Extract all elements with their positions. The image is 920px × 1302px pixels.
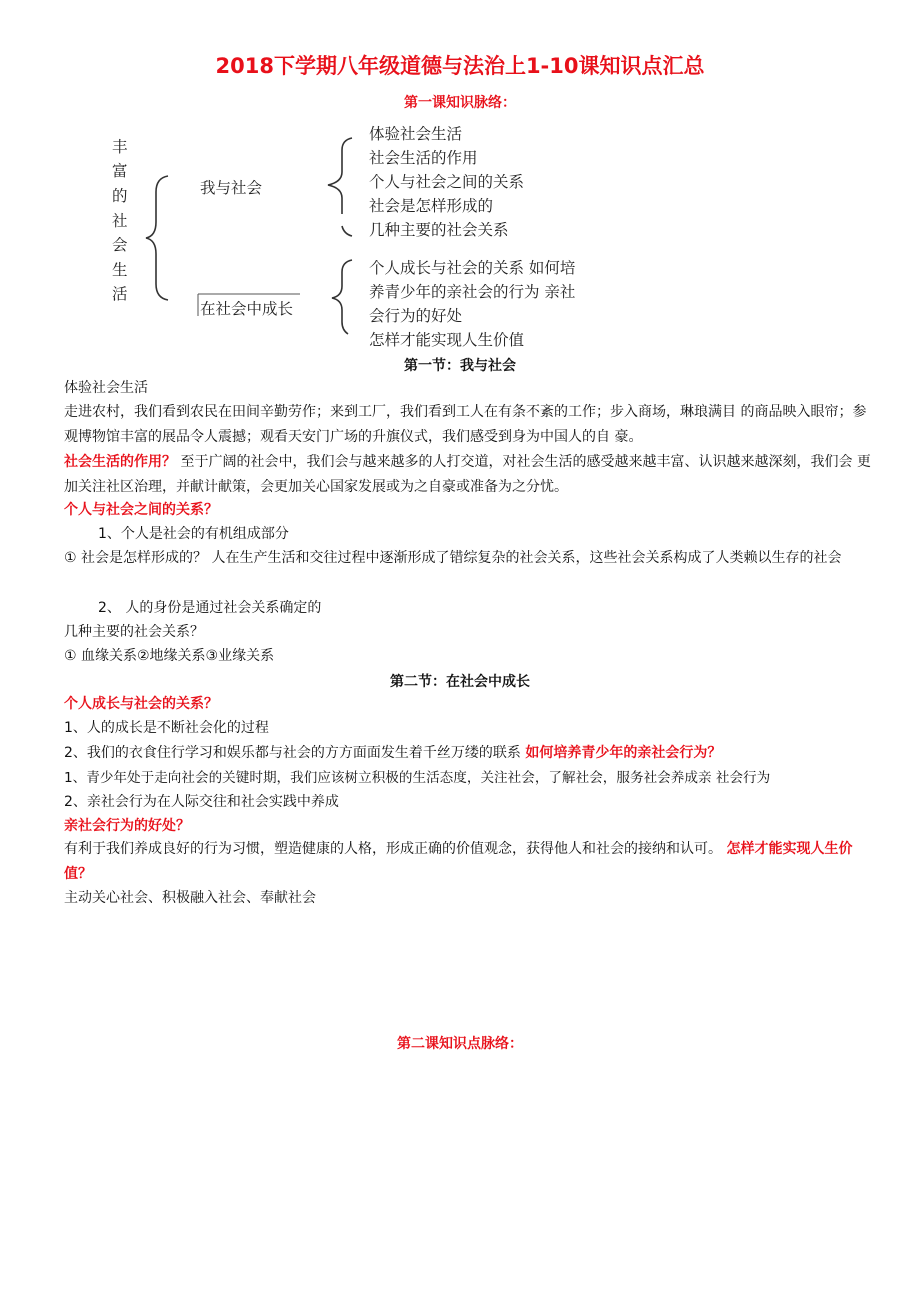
section1-line: 体验社会生活 [64,380,148,396]
branch1-item: 体验社会生活 [369,125,463,143]
society-formation-paragraph: ① 社会是怎样形成的？ 人在生产生活和交往过程中逐渐形成了错综复杂的社会关系，这些社会关系构成了人类赖以生存的社会 [64,550,842,566]
cultivate-item-2: 2、亲社会行为在人际交往和社会实践中养成 [64,794,339,810]
question-role: 社会生活的作用？ [64,454,176,470]
root-char: 活 [112,285,128,303]
branch2-brace [332,260,352,334]
question-relation: 个人与社会之间的关系？ [64,502,218,518]
growth-item-2 [64,743,721,763]
root-char: 丰 [112,138,128,156]
root-brace [146,176,168,300]
question-value: 怎样才能实现人生价值？ [64,841,853,882]
root-char: 生 [112,261,128,279]
question-growth: 个人成长与社会的关系？ [64,696,218,712]
branch1-brace [328,138,352,214]
branch2-item: 个人成长与社会的关系 如何培 [369,259,576,277]
question-benefit: 亲社会行为的好处？ [64,818,190,834]
role-paragraph [64,450,876,500]
branch2-item: 怎样才能实现人生价值 [369,331,525,349]
branch1-item: 个人与社会之间的关系 [369,173,525,191]
branch-me-and-society: 我与社会 [200,179,263,197]
section1-heading: 第一节：我与社会 [404,358,516,374]
cultivate-item-1: 1、青少年处于走向社会的关键时期，我们应该树立积极的生活态度，关注社会，了解社会，服务社会养成亲 社会行为 [64,770,771,786]
root-char: 的 [112,187,128,205]
section1-paragraph: 走进农村，我们看到农民在田间辛勤劳作；来到工厂，我们看到工人在有条不紊的工作；步入商场，琳琅满目 的商品映入眼帘；参观博物馆丰富的展品令人震撼；观看天安门广场的升旗仪式，我们感受到身为中国人的自 豪。 [64,404,867,445]
page-title: 2018下学期八年级道德与法治上1-10课知识点汇总 [215,54,705,78]
root-char: 富 [112,162,128,180]
lesson1-outline-heading: 第一课知识脉络： [404,95,516,111]
root-char: 会 [112,236,128,254]
branch1-item: 几种主要的社会关系 [369,221,509,239]
branch1-item: 社会是怎样形成的 [369,197,494,215]
question-relation-types: 几种主要的社会关系？ [64,624,204,640]
relation-item-2: 2、 人的身份是通过社会关系确定的 [98,600,322,616]
growth-item-2-text: 2、我们的衣食住行学习和娱乐都与社会的方方面面发生着千丝万缕的联系 [64,745,526,761]
branch2-item: 会行为的好处 [369,307,463,325]
branch1-item: 社会生活的作用 [369,149,478,167]
benefit-paragraph [64,837,876,887]
branch-growing-in-society: 在社会中成长 [200,300,294,318]
relation-item-1: 1、个人是社会的有机组成部分 [98,526,289,542]
root-char: 社 [112,212,128,230]
answer-role: 至于广阔的社会中，我们会与越来越多的人打交道，对社会生活的感受越来越丰富、认识越来越深刻，我们会 更加关注社区治理，并献计献策，会更加关心国家发展或为之自豪或准备为之分忧。 [64,454,871,495]
answer-relation-types: ① 血缘关系②地缘关系③业缘关系 [64,648,275,664]
section2-heading: 第二节：在社会中成长 [390,674,530,690]
question-cultivate: 如何培养青少年的亲社会行为？ [525,745,722,761]
growth-item-1: 1、人的成长是不断社会化的过程 [64,720,269,736]
branch1-brace-tail [342,226,352,236]
branch2-item: 养青少年的亲社会的行为 亲社 [369,283,576,301]
lesson2-outline-heading: 第二课知识点脉络： [397,1036,523,1052]
answer-value: 主动关心社会、积极融入社会、奉献社会 [64,890,316,906]
answer-benefit: 有利于我们养成良好的行为习惯，塑造健康的人格，形成正确的价值观念，获得他人和社会的接纳和认可。 [64,841,727,857]
